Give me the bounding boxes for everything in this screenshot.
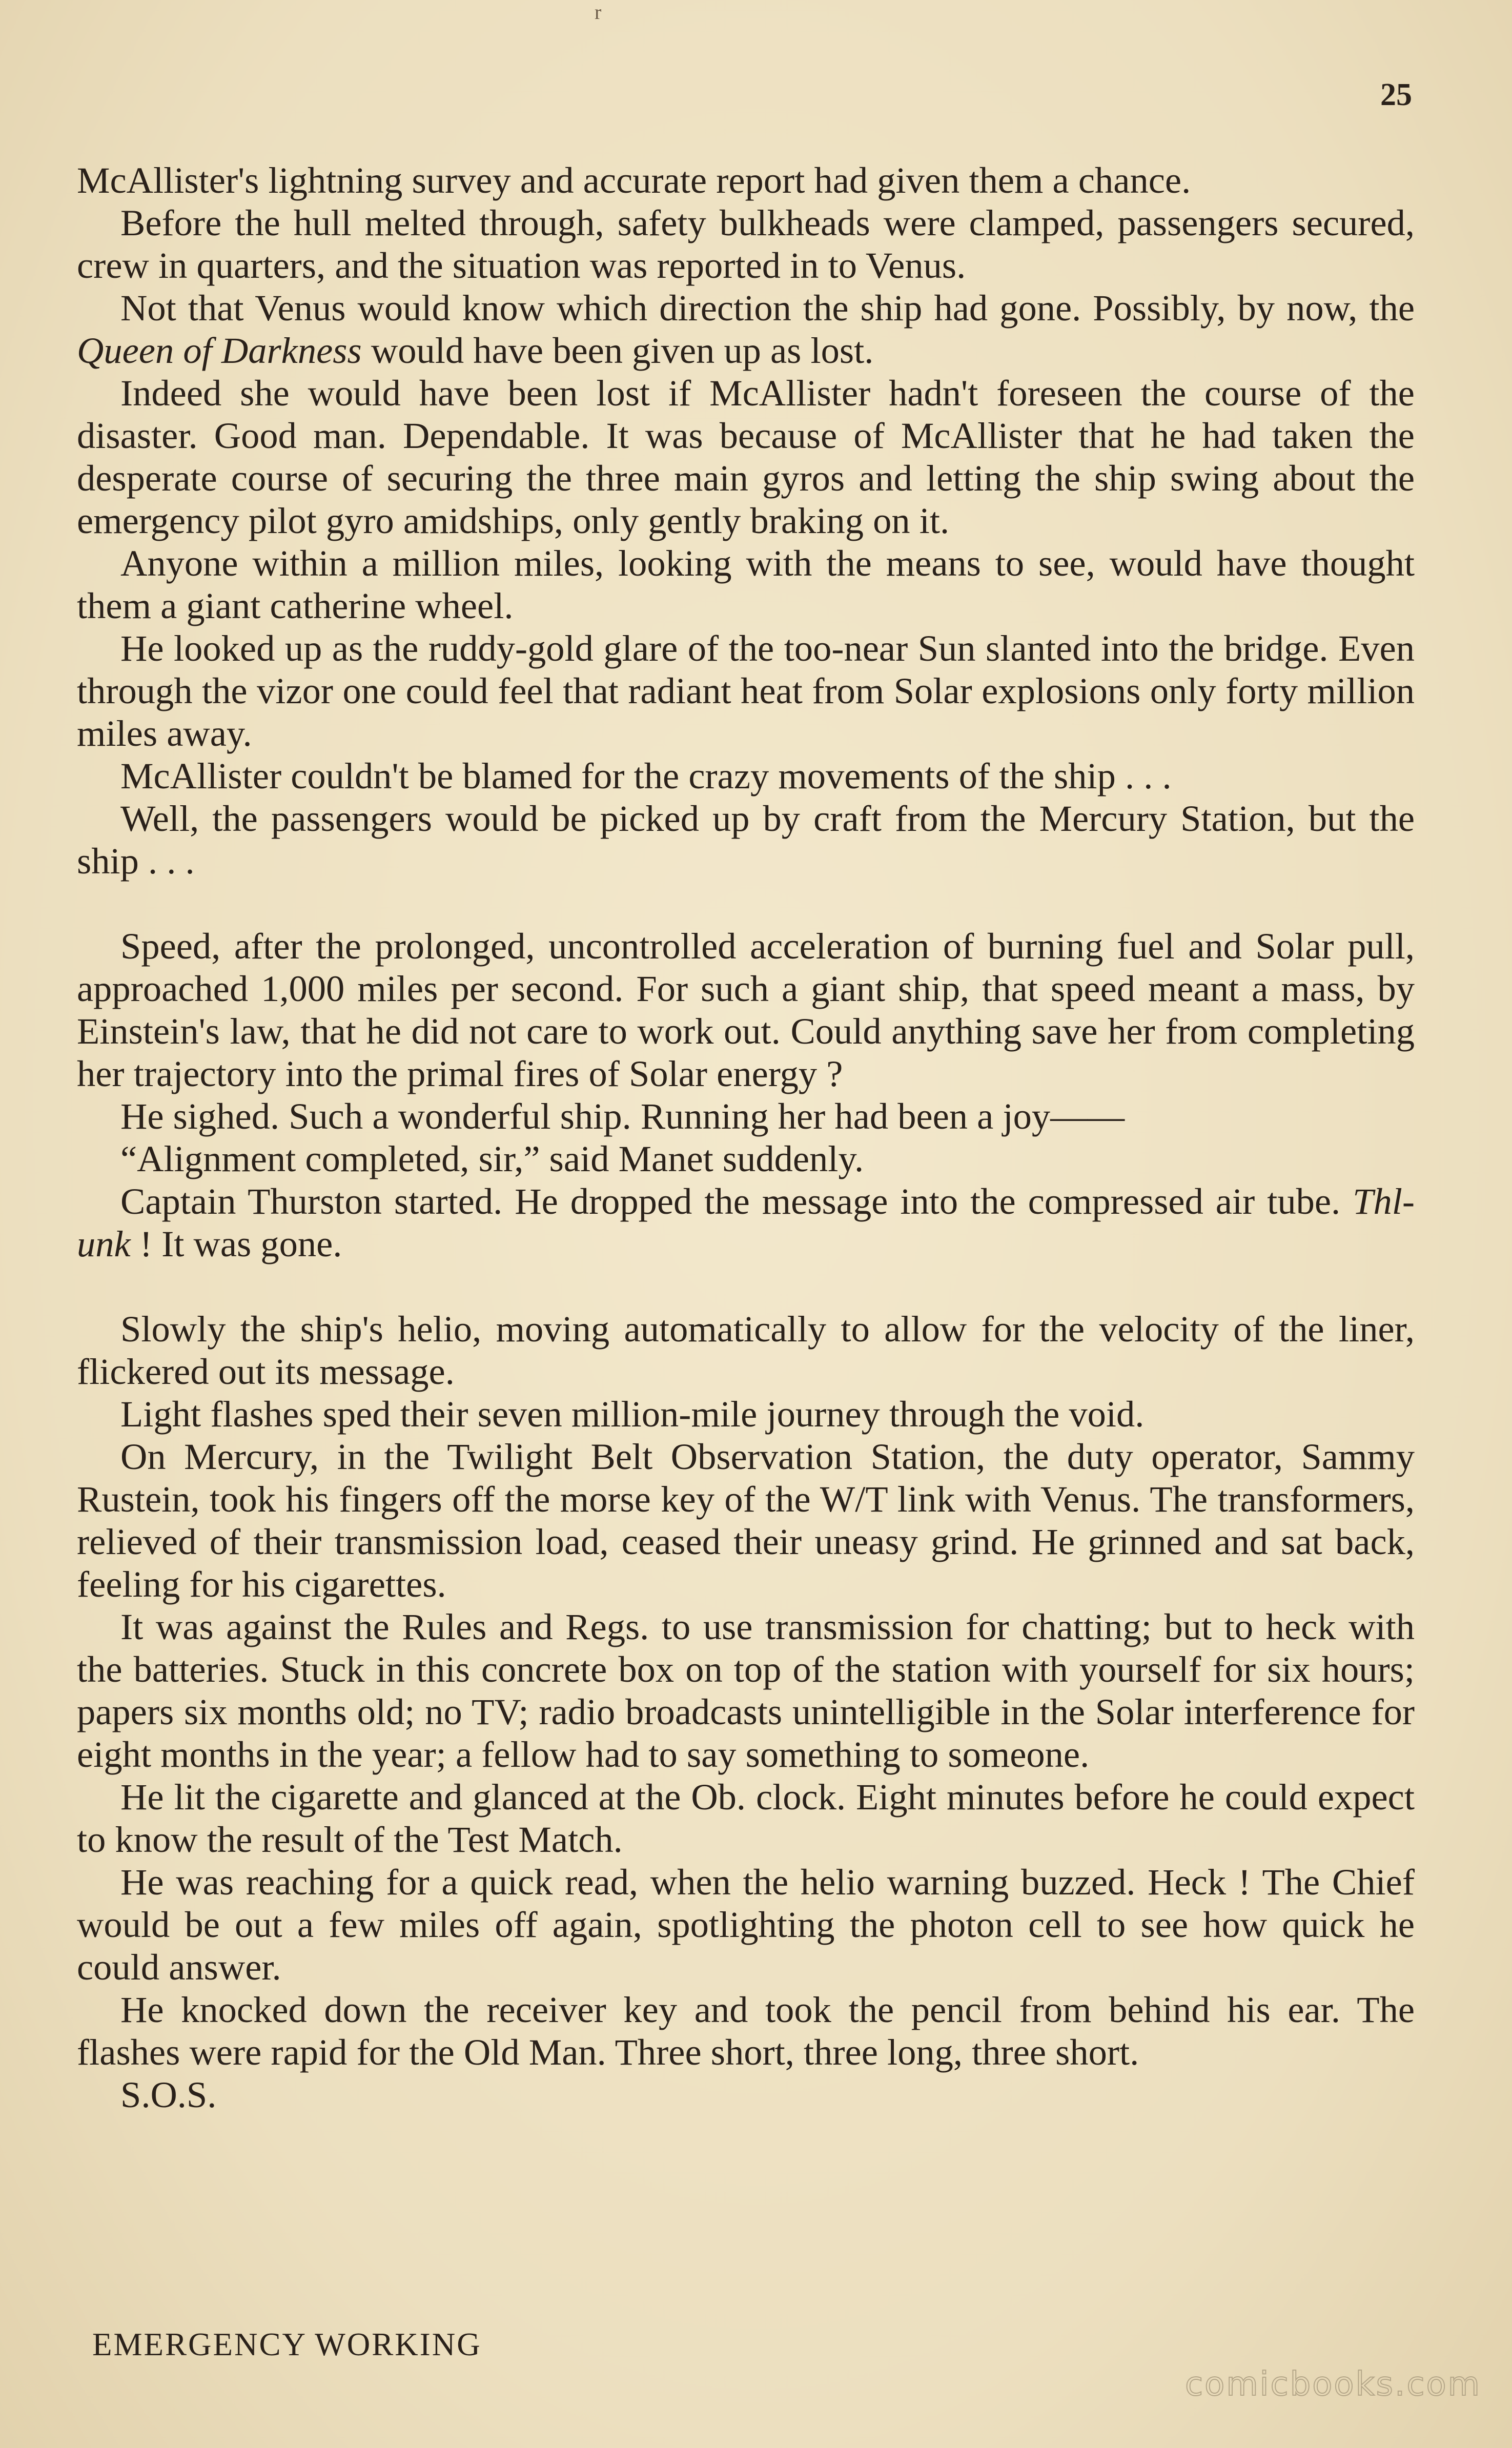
- section-break: [77, 1265, 1415, 1308]
- paragraph: He looked up as the ruddy-gold glare of the too-near Sun slanted into the bridge. Even through the vizor one could feel that radiant heat from Solar explosions only forty million miles away.: [77, 627, 1415, 754]
- paragraph: He lit the cigarette and glanced at the Ob. clock. Eight minutes before he could expect to know the result of the Test Match.: [77, 1776, 1415, 1860]
- story-text: [77, 159, 1415, 2116]
- section-break: [77, 882, 1415, 925]
- paragraph: It was against the Rules and Regs. to use transmission for chatting; but to heck with the batteries. Stuck in this concrete box on top of the station with yourself for six hours; papers six months old; no TV; radio broadcasts unintelligible in the Solar interference for eight months in the year; a fellow had to say something to someone.: [77, 1606, 1415, 1775]
- paragraph: Speed, after the prolonged, uncontrolled acceleration of burning fuel and Solar pull, approached 1,000 miles per second. For such a giant ship, that speed meant a mass, by Einstein's law, that he did not care to work out. Could anything save her from completing her trajectory into the primal fires of Solar energy ?: [77, 925, 1415, 1094]
- paragraph: He knocked down the receiver key and took the pencil from behind his ear. The flashes were rapid for the Old Man. Three short, three long, three short.: [77, 1989, 1415, 2073]
- paragraph: McAllister couldn't be blamed for the crazy movements of the ship . . .: [120, 755, 1172, 797]
- chapter-footer-label: EMERGENCY WORKING: [92, 2327, 482, 2362]
- top-stray-mark: r: [595, 1, 602, 24]
- paragraph: Before the hull melted through, safety bulkheads were clamped, passengers secured, crew in quarters, and the situation was reported in to Venus.: [77, 202, 1415, 286]
- site-watermark: comicbooks.com: [1184, 2365, 1481, 2403]
- paragraph: Slowly the ship's helio, moving automatically to allow for the velocity of the liner, flickered out its message.: [77, 1308, 1415, 1392]
- paragraph: “Alignment completed, sir,” said Manet suddenly.: [120, 1138, 864, 1179]
- paragraph: He was reaching for a quick read, when the helio warning buzzed. Heck ! The Chief would be out a few miles off again, spotlighting the photon cell to see how quick he could answer.: [77, 1861, 1415, 1988]
- paragraph: On Mercury, in the Twilight Belt Observation Station, the duty operator, Sammy Rustein, took his fingers off the morse key of the W/T link with Venus. The transformers, relieved of their transmission load, ceased their uneasy grind. He grinned and sat back, feeling for his cigarettes.: [77, 1436, 1415, 1605]
- paragraph: Anyone within a million miles, looking with the means to see, would have thought them a giant catherine wheel.: [77, 542, 1415, 626]
- paragraph: Captain Thurston started. He dropped the message into the compressed air tube. Thl-unk ! It was gone.: [77, 1180, 1415, 1264]
- paragraph: S.O.S.: [120, 2074, 217, 2115]
- paragraph: McAllister's lightning survey and accurate report had given them a chance.: [77, 159, 1191, 201]
- paragraph: Indeed she would have been lost if McAllister hadn't foreseen the course of the disaster. Good man. Dependable. It was because of McAllister that he had taken the desperate course of securing the three main gyros and letting the ship swing about the emergency pilot gyro amidships, only gently braking on it.: [77, 372, 1415, 541]
- sound-effect-italic: Thl-unk: [77, 1180, 1415, 1264]
- paragraph: Not that Venus would know which direction the ship had gone. Possibly, by now, the Queen of Darkness would have been given up as lost.: [77, 287, 1415, 371]
- paragraph: He sighed. Such a wonderful ship. Running her had been a joy——: [120, 1095, 1125, 1137]
- page-number: 25: [1380, 77, 1412, 112]
- paragraph: Light flashes sped their seven million-mile journey through the void.: [120, 1393, 1145, 1435]
- paragraph: Well, the passengers would be picked up by craft from the Mercury Station, but the ship . . .: [77, 798, 1415, 882]
- ship-name-italic: Queen of Darkness: [77, 330, 362, 371]
